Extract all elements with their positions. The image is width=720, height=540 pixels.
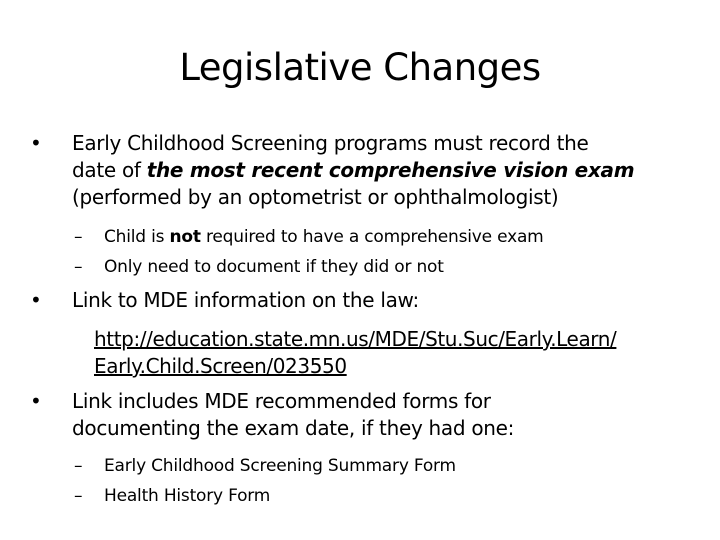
sub-bullet-1-2: – Only need to document if they did or not (104, 252, 694, 282)
bullet-1-line-2: date of the most recent comprehensive vision exam (72, 158, 635, 182)
bullet-item-3 (30, 388, 682, 442)
bullet-item-2 (30, 287, 682, 314)
sub-bullet-1-1: – Child is not required to have a comprehensive exam (104, 222, 694, 252)
mde-law-link[interactable] (94, 326, 704, 380)
bullet-3-line-1: Link includes MDE recommended forms for (72, 389, 491, 413)
bullet-1-line-3: (performed by an optometrist or ophthalmologist) (72, 185, 559, 209)
bullet-marker: • (30, 131, 42, 155)
dash-marker: – (74, 456, 83, 476)
slide-title: Legislative Changes (179, 46, 541, 89)
bullet-3-line-2: documenting the exam date, if they had one: (72, 416, 515, 440)
dash-marker: – (74, 227, 83, 247)
bullet-marker: • (30, 288, 42, 312)
link-line-2[interactable]: Early.Child.Screen/023550 (94, 354, 347, 378)
sub-bullet-3-1: – Early Childhood Screening Summary Form (104, 451, 694, 481)
dash-marker: – (74, 257, 83, 277)
link-line-1[interactable]: http://education.state.mn.us/MDE/Stu.Suc/Early.Learn/ (94, 327, 617, 351)
sub-bullet-3-2: – Health History Form (104, 481, 694, 511)
bullet-1-line-1: Early Childhood Screening programs must record the (72, 131, 589, 155)
emphasis-text: the most recent comprehensive vision exam (146, 158, 635, 182)
bullet-2-text: Link to MDE information on the law: (72, 288, 419, 312)
bullet-marker: • (30, 389, 42, 413)
bullet-item-1 (30, 130, 682, 211)
emphasis-not: not (169, 227, 201, 247)
dash-marker: – (74, 486, 83, 506)
